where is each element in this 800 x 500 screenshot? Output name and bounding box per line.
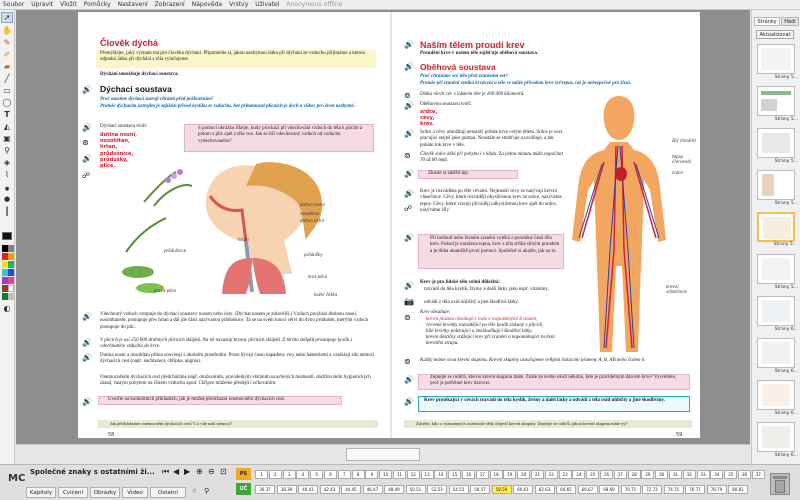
- blood-cells-title: Krev obsahuje:: [420, 310, 451, 315]
- right-subtitle: Proudění krve v našem těle zajišťuje oběhová soustava.: [420, 51, 539, 56]
- eraser-icon[interactable]: ▰: [3, 61, 11, 71]
- speaker-icon[interactable]: 🔊: [404, 101, 414, 110]
- color-pink[interactable]: [8, 277, 14, 284]
- bottom-bar: [0, 464, 800, 500]
- thumbnail-label: Strany 5...: [774, 159, 798, 164]
- page-thumbnail-selected[interactable]: [757, 212, 797, 247]
- zoom-in-icon[interactable]: ⊕: [196, 467, 203, 476]
- prev-page-icon[interactable]: ◀: [173, 467, 180, 476]
- color-light-gray[interactable]: [8, 293, 14, 300]
- figure-label: srdce: [672, 170, 683, 175]
- left-paragraph-4: Onemocněním dýchacích cest předcházíme např. otužováním, pravidelným větráním uzavřených místností, dodržováním hygienických zásad, častým pobytem na čistém vzduchu apod. Chřipce můžeme předejít i očkováním.: [100, 375, 371, 387]
- page-thumbnail[interactable]: [757, 422, 798, 458]
- select-arrow-icon[interactable]: ➚: [1, 12, 13, 23]
- left-page-title: Člověk dýchá: [100, 38, 159, 48]
- line-width-slider-icon[interactable]: ┃: [4, 206, 10, 216]
- page-cell-uc[interactable]: 44.45: [341, 485, 361, 494]
- page-cell-ps[interactable]: 28: [628, 470, 641, 479]
- page-cell-uc[interactable]: 40.41: [298, 485, 318, 494]
- page-cell-uc[interactable]: 48.49: [384, 485, 404, 494]
- page-cell-uc[interactable]: 52.53: [427, 485, 447, 494]
- left-paragraph-2: V plicích je asi 250 000 drobných plicních sklípků. Na ně navazují hrozny plicních sklípků. Z těchto sklípků prostupuje kyslík z vdechnutého vzduchu do krve.: [100, 338, 353, 350]
- ps-label[interactable]: PS: [236, 468, 251, 480]
- nav-ostatni[interactable]: Ostatní: [150, 487, 186, 498]
- zoom-icon[interactable]: ⚲: [4, 145, 10, 155]
- page-cell-uc[interactable]: 66.67: [578, 485, 598, 494]
- color-blue[interactable]: [8, 269, 14, 276]
- page-cell-ps[interactable]: 5: [310, 470, 323, 479]
- left-paragraph-1: Vdechnutý vzduch vstupuje do dýchací soustavy nosem nebo ústy. (Dýchat nosem je zdravější.) Vzduch prochází dutinou nosní, nosohltanem, postupuje přes hrtan a dál jde části nazývanou průdušnice. Ta se na svém konci větví do dvou průdušek, kterými vzduch postupuje do plic.: [100, 312, 369, 330]
- page-cell-uc[interactable]: 36.37: [255, 485, 275, 494]
- figure-label: kožní čéška: [314, 292, 338, 297]
- pages-panel: [751, 10, 800, 464]
- page-cell-uc[interactable]: 46.47: [363, 485, 383, 494]
- page-cell-ps[interactable]: 2: [269, 470, 282, 479]
- menu-upravit[interactable]: Upravit: [31, 1, 54, 8]
- page-navigation-bar: [16, 444, 750, 464]
- image-icon[interactable]: ▣: [3, 133, 11, 143]
- page-cell-ps[interactable]: 13: [421, 470, 434, 479]
- page-cell-ps[interactable]: 9: [365, 470, 378, 479]
- page-cell-ps[interactable]: 21: [531, 470, 544, 479]
- book-spread: [78, 12, 700, 438]
- figure-label: hrtan: [238, 237, 249, 242]
- blood-cell: bílé krvinky pohlcující a zneškodňující škodlivé látky,: [426, 329, 533, 334]
- page-cell-uc[interactable]: 42.43: [320, 485, 340, 494]
- ellipse-icon[interactable]: ◯: [2, 97, 12, 107]
- page-cell-uc[interactable]: 56.57: [470, 485, 490, 494]
- speaker-icon[interactable]: 🔊: [404, 129, 414, 138]
- heart-fact: Člověk srdce dělá při pohybu i v klidu. Za jednu minutu může napočítat 70 až 80 tepů.: [420, 152, 563, 164]
- organ-item: hrtan,: [100, 144, 118, 151]
- menu-pomucky[interactable]: Pomůcky: [83, 1, 111, 8]
- page-cell-ps[interactable]: 8: [352, 470, 365, 479]
- speaker-icon[interactable]: 🔊: [82, 397, 92, 406]
- page-thumbnail[interactable]: [757, 128, 798, 164]
- page-cell-ps[interactable]: 4: [296, 470, 309, 479]
- right-pink-text-2: Zeptejte se rodičů, kterou krevní skupinu máte. Znáte ze svého okolí někoho, kdo je pravidelným dárcem krve? Vysvětlete, proč je potřebné krev darovat.: [430, 375, 677, 387]
- organ-item: průdušnice,: [100, 150, 134, 157]
- page-cell-uc[interactable]: 64.65: [556, 485, 576, 494]
- speaker-icon[interactable]: 🔊: [404, 62, 414, 71]
- right-fact: Délka všech cév v lidském těle je 100 000 kilometrů.: [420, 92, 525, 97]
- menu-vlozit[interactable]: Vložit: [60, 1, 77, 8]
- figure-label: nosohltan: [300, 211, 320, 216]
- page-cell-uc[interactable]: 68.69: [599, 485, 619, 494]
- camera-icon[interactable]: 📷: [404, 297, 414, 306]
- thumbnail-label: Strany 5...: [774, 201, 798, 206]
- thumbnail-label: Strany 5...: [774, 117, 798, 122]
- mc-logo: MC: [8, 473, 26, 484]
- trash-icon[interactable]: [770, 473, 790, 495]
- right-page-title: Naším tělem proudí krev: [420, 40, 525, 50]
- highlighter-icon[interactable]: ✐: [3, 49, 11, 59]
- speaker-icon[interactable]: 🔊: [404, 169, 414, 178]
- speaker-icon[interactable]: 🔊: [82, 338, 92, 347]
- organ-item: krev.: [420, 121, 434, 128]
- right-footer: Zjistěte, kdo z významných osobností vědy objevil krevní skupiny. Zeptejte se rodičů, jakou krevní skupinu máte vy?: [416, 421, 628, 426]
- intro-line: Dýchání umožňuje dýchací soustava.: [100, 72, 179, 77]
- page-cell-ps[interactable]: 11: [393, 470, 406, 479]
- hand-icon[interactable]: ✋: [2, 25, 12, 35]
- document-title: Společné znaky s ostatními ži...: [30, 468, 155, 476]
- left-answer-1: Protože dýchacím ústrojím je zajištěn přívod kyslíku ze vzduchu, bez přítomnosti plícních je dech a vůbec pro život nezbytné.: [100, 104, 355, 109]
- menu-uzivatel[interactable]: Uživatel: [255, 1, 280, 8]
- right-pink-text: Při bodnutí nebo řezném zranění vytéká z poraněné části těla krev. Pokud je naražena tepna, krev z těla stříká silným proudem a je třeba okamžitě první pomoci. Společně si ukažte, jak na to.: [430, 236, 560, 254]
- color-white[interactable]: [8, 285, 14, 292]
- page-cell-ps[interactable]: 36: [738, 470, 751, 479]
- page-thumbnail[interactable]: [757, 170, 798, 206]
- thumbnail-label: Strany 6...: [774, 411, 798, 416]
- line-width-large-icon[interactable]: ●: [3, 195, 11, 203]
- pen-icon[interactable]: ✎: [3, 37, 11, 47]
- exercise-icon[interactable]: ☍: [82, 171, 91, 180]
- blood-cell: krevní destičky srážející krev při zranění a napomáhající tvoření krevního strupu.: [426, 335, 555, 347]
- fact-icon[interactable]: ⊚: [404, 357, 411, 366]
- page-cell-ps[interactable]: 22: [545, 470, 558, 479]
- respiratory-figure: [106, 162, 376, 297]
- page-cell-ps[interactable]: 18: [490, 470, 503, 479]
- page-cell-ps[interactable]: 26: [600, 470, 613, 479]
- page-thumbnail[interactable]: [757, 338, 798, 374]
- page-cell-ps[interactable]: 35: [724, 470, 737, 479]
- page-cell-uc-current[interactable]: 58.59: [492, 485, 512, 494]
- speaker-icon[interactable]: 🔊: [404, 375, 414, 384]
- page-thumbnail[interactable]: [757, 296, 798, 332]
- video-icon[interactable]: ⊛: [82, 138, 89, 147]
- zoom-out-icon[interactable]: ⊖: [208, 467, 215, 476]
- speaker-icon[interactable]: 🔊: [82, 353, 92, 362]
- color-green[interactable]: [8, 261, 14, 268]
- page-cell-ps[interactable]: 7: [338, 470, 351, 479]
- left-pink-text: S pomocí obrázku říkejte, kudy prochází při vdechování vzduch do těla k plicím a potom z plic zpět z těla ven. Jak se liší vdechovaný vzduch od vzduchu vydechovaného?: [198, 126, 363, 144]
- page-cell-uc[interactable]: 78.79: [707, 485, 727, 494]
- page-cell-ps[interactable]: 15: [448, 470, 461, 479]
- left-paragraph-3: Dutina nosní a nosohltan přímo souvisejí s okolním prostředím. Proto bývají často napadeny viry nebo bakteriemi a vzniklají zde nemoci dýchacích cest (např. nachlazení, chřipka, angína).: [100, 353, 375, 365]
- summary-text: Krev protékající v cévách rozvádí do těla kyslík, živiny a další látky a odvádí z těla oxid uhličitý a jiné škodliviny.: [424, 398, 665, 403]
- right-section-heading: Oběhová soustava: [420, 62, 496, 72]
- rectangle-icon[interactable]: ▭: [3, 85, 11, 95]
- vessels-text: Krev je rozváděna po těle cévami. Nejmenší cévy se nazývají krevní vlásečnice. Cévy, které rozvádějí okysličenou krev ze srdce, nazýváme tepny. Cévy, které vracejí přivádějí odkysličenou krev zpět do srdce, nazýváme žíly.: [420, 189, 562, 213]
- menu-zobrazeni[interactable]: Zobrazení: [154, 1, 185, 8]
- page-thumbnail[interactable]: [757, 380, 798, 416]
- palette-icon[interactable]: ◐: [3, 303, 11, 313]
- page-cell-uc[interactable]: 54.55: [449, 485, 469, 494]
- intro-text: Přemýšlejte, jaký význam má pro člověka dýchání. Připomeňte si, jakou nezbytnou látku při dýchání ze vzduchu přijímáme a kterou odpadní látku při dýchání z těla vylučujeme.: [100, 51, 366, 63]
- page-cell-ps[interactable]: 16: [462, 470, 475, 479]
- organ-item: dutina nosní,: [100, 132, 138, 138]
- fact-icon[interactable]: ⊚: [404, 151, 411, 160]
- page-cell-uc[interactable]: 60.61: [513, 485, 533, 494]
- tab-pages[interactable]: Stránky: [754, 17, 780, 26]
- blood-cell: krevní plazmu obsahující vodu s rozpuštěnými živinami,: [426, 317, 538, 322]
- menu-nastaveni[interactable]: Nastavení: [117, 1, 148, 8]
- pipette-icon[interactable]: ⌇: [5, 169, 9, 179]
- page-thumbnail[interactable]: [757, 254, 798, 290]
- speaker-icon[interactable]: 🔊: [404, 40, 414, 49]
- blood-point: odvádí z těla oxid uhličitý a jiné škodlivé látky.: [424, 300, 519, 305]
- page-cell-uc[interactable]: 80.81: [728, 485, 748, 494]
- fill-icon[interactable]: ◈: [3, 157, 11, 167]
- figure-label: krevní vlásečnice: [666, 284, 687, 294]
- text-tool-icon[interactable]: T: [4, 109, 10, 119]
- pointer-icon[interactable]: ☝: [192, 487, 197, 495]
- next-page-icon[interactable]: ▶: [184, 467, 191, 476]
- figure-label: pravá plíce: [154, 288, 177, 293]
- page-cell-ps[interactable]: 24: [572, 470, 585, 479]
- organ-item: cévy,: [420, 115, 435, 122]
- speaker-icon[interactable]: 🔊: [404, 281, 414, 290]
- thumbnail-label: Strany 5...: [774, 285, 798, 290]
- circulatory-figure: [564, 90, 674, 358]
- figure-label: dutina ústní: [300, 218, 324, 223]
- organ-item: srdce,: [420, 109, 438, 115]
- thumbnail-label: Strany 5...: [774, 75, 798, 80]
- page-cell-ps[interactable]: 20: [517, 470, 530, 479]
- page-cell-ps[interactable]: 33: [697, 470, 710, 479]
- speaker-icon[interactable]: 🔊: [404, 233, 414, 242]
- fact-icon[interactable]: ⊚: [404, 313, 411, 322]
- page-scroll-track[interactable]: [346, 448, 420, 461]
- speaker-icon[interactable]: 🔊: [82, 85, 92, 94]
- pulse-task: Zkuste si změřit tep.: [428, 171, 469, 176]
- menu-bar: [0, 0, 800, 10]
- blood-cell: červené krvinky rozvádějící po těle kyslík získaný v plicích,: [426, 323, 544, 328]
- page-cell-uc[interactable]: 74.75: [664, 485, 684, 494]
- page-cell-uc[interactable]: 70.71: [621, 485, 641, 494]
- organ-item: plíce.: [100, 163, 116, 170]
- shapes-icon[interactable]: ◭: [3, 121, 11, 131]
- fact-icon[interactable]: ⊚: [404, 91, 411, 100]
- thumbnail-label: Strany 6...: [774, 369, 798, 374]
- document-canvas[interactable]: [16, 10, 750, 464]
- speaker-icon[interactable]: 🔊: [82, 123, 92, 132]
- page-cell-ps[interactable]: 31: [669, 470, 682, 479]
- organ-item: průdušky,: [100, 156, 128, 163]
- book-spine: [390, 12, 392, 438]
- page-cell-ps[interactable]: 3: [283, 470, 296, 479]
- page-cell-ps[interactable]: 17: [476, 470, 489, 479]
- color-gray[interactable]: [8, 245, 14, 252]
- speaker-icon[interactable]: 🔊: [404, 397, 414, 406]
- page-cell-uc[interactable]: 38.39: [277, 485, 297, 494]
- figure-label: levá plíce: [308, 274, 328, 279]
- tab-right[interactable]: Hádi: [781, 17, 799, 26]
- nav-cviceni[interactable]: Cvičení: [58, 487, 88, 498]
- page-cell-ps[interactable]: 37: [752, 470, 765, 479]
- right-question-1: Proč chráníme své tělo před zraněním ost?: [420, 74, 508, 79]
- page-cell-ps[interactable]: 10: [379, 470, 392, 479]
- right-organs-list: [420, 109, 437, 128]
- tool-palette: [0, 10, 15, 464]
- figure-label: průdušky: [304, 252, 323, 257]
- refresh-button[interactable]: Aktualizovat: [756, 30, 794, 39]
- first-page-icon[interactable]: ⏮: [162, 467, 170, 476]
- line-width-small-icon[interactable]: ●: [4, 186, 10, 192]
- figure-label: tepny (červené): [672, 154, 692, 164]
- menu-vrstvy[interactable]: Vrstvy: [229, 1, 249, 8]
- page-cell-ps[interactable]: 23: [559, 470, 572, 479]
- page-cell-uc[interactable]: 76.77: [685, 485, 705, 494]
- page-cell-uc[interactable]: 72.73: [642, 485, 662, 494]
- blood-note: Každý máme svou krevní skupinu. Krevní skupiny označujeme velkými tiskacími písmeny A, B, AB nebo číslem 0.: [420, 358, 646, 363]
- uc-label[interactable]: UČ: [236, 483, 251, 495]
- right-organs-title: Oběhovou soustavu tvoří:: [420, 102, 472, 107]
- organs-title: Dýchací soustava tvoří:: [100, 124, 148, 129]
- menu-soubor[interactable]: Soubor: [3, 1, 25, 8]
- page-cell-ps[interactable]: 12: [407, 470, 420, 479]
- user-status: Anonymous offline: [286, 1, 343, 8]
- page-cell-ps[interactable]: 19: [503, 470, 516, 479]
- menu-napoveda[interactable]: Nápověda: [191, 1, 223, 8]
- right-answer-1: Protože při zranění vzniká krvácení a tělo se může přívodem krve vyčerpat, což je nebezpečné pro život.: [420, 81, 632, 86]
- speaker-icon[interactable]: 🔊: [82, 154, 92, 163]
- page-thumbnail[interactable]: [757, 44, 798, 80]
- nav-obrazky[interactable]: Obrázky: [90, 487, 120, 498]
- right-page-number: 59: [676, 432, 683, 438]
- left-page-number: 58: [108, 432, 115, 438]
- exercise-icon[interactable]: ☍: [404, 204, 413, 213]
- organ-item: nosohltan,: [100, 138, 130, 145]
- page-cell-ps[interactable]: 14: [434, 470, 447, 479]
- left-task: Uveďte na konkrétních příkladech, jak je možné předcházet onemocnění dýchacích cest.: [108, 397, 286, 402]
- fit-page-icon[interactable]: ⊡: [220, 467, 227, 476]
- figure-label: průdušnice: [164, 248, 187, 253]
- left-section-heading: Dýchací soustava: [100, 84, 172, 94]
- search-icon[interactable]: ⚲: [204, 487, 210, 495]
- page-thumbnail[interactable]: [757, 86, 798, 122]
- page-cell-ps[interactable]: 25: [586, 470, 599, 479]
- thumbnail-label: Strany 5...: [773, 242, 797, 247]
- blood-point: rozvádí do těla kyslík, živiny a další látky jako např. vitaminy,: [424, 287, 549, 292]
- page-cell-uc[interactable]: 50.51: [406, 485, 426, 494]
- figure-label: žíly (modré): [672, 138, 697, 143]
- figure-label: dutina nosní: [300, 202, 325, 207]
- page-cell-ps[interactable]: 27: [614, 470, 627, 479]
- current-color-swatch[interactable]: [2, 232, 12, 240]
- nav-video[interactable]: Video: [122, 487, 148, 498]
- thumbnail-label: Strany 6...: [774, 453, 798, 458]
- page-cell-ps[interactable]: 6: [324, 470, 337, 479]
- line-icon[interactable]: ╱: [4, 73, 10, 83]
- page-cell-ps[interactable]: 32: [683, 470, 696, 479]
- left-footer: Jak předcházíme onemocnění dýchacích cest? Co víte naší nemoci?: [110, 421, 232, 426]
- thumbnail-label: Strany 6...: [774, 327, 798, 332]
- nav-kapitoly[interactable]: Kapitoly: [26, 487, 56, 498]
- page-cell-ps[interactable]: 34: [710, 470, 723, 479]
- blood-title: Krev je pro lidské tělo velmi důležitá:: [420, 280, 501, 285]
- page-cell-uc[interactable]: 62.63: [535, 485, 555, 494]
- page-cell-ps[interactable]: 29: [641, 470, 654, 479]
- speaker-icon[interactable]: 🔊: [404, 189, 414, 198]
- color-orange[interactable]: [8, 253, 14, 260]
- left-question-1: Proč musíme dýchací ústrojí chránit před poškozením?: [100, 97, 214, 102]
- page-cell-ps[interactable]: 30: [655, 470, 668, 479]
- speaker-icon[interactable]: 🔊: [82, 312, 92, 321]
- heart-text: Srdce a cévy umožňují neustálý průtok krve celým tělem. Srdce je sval pracující stejně jako pumpa. Neustále se smršťuje a uvolňuje, a tak pohání tok krve v těle.: [420, 130, 562, 148]
- page-cell-ps[interactable]: 1: [255, 470, 268, 479]
